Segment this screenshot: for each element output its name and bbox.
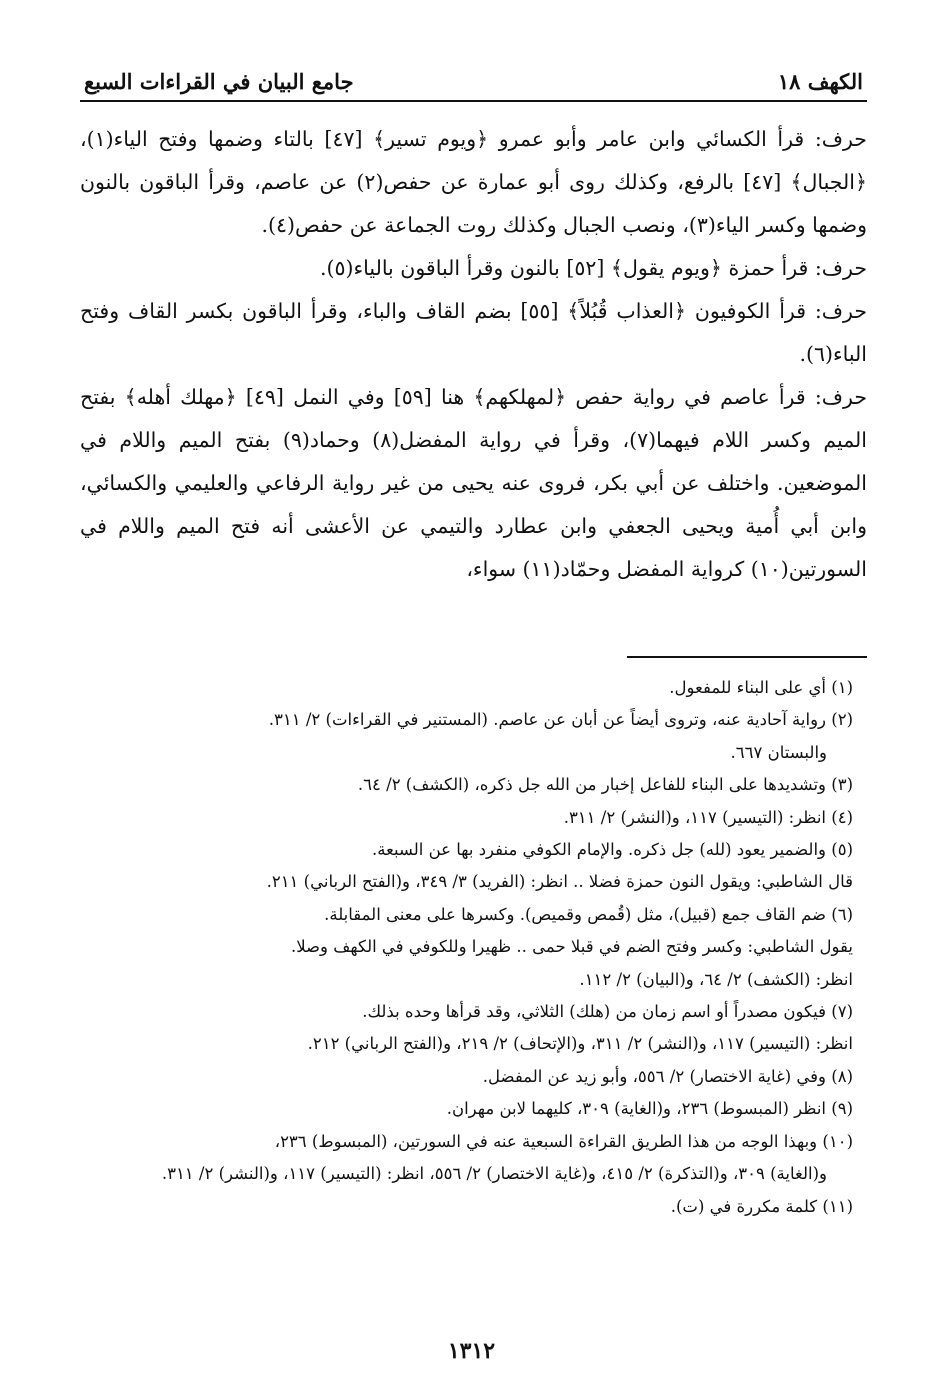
footnote-6-note: يقول الشاطبي: وكسر وفتح الضم في قبلا حمى .. ظهيرا وللكوفي في الكهف وصلا. — [290, 937, 853, 957]
footnote-2: (٢) رواية آحادية عنه، وتروى أيضاً عن أبان عن عاصم. (المستنير في القراءات) ٢/ ٣١١. — [268, 710, 853, 730]
footnote-6: (٦) ضم القاف جمع (قبيل)، مثل (قُمص وقميص). وكسرها على معنى المقابلة. — [324, 904, 853, 924]
paragraph-4: حرف: قرأ عاصم في رواية حفص ﴿لمهلكهم﴾ هنا [٥٩] وفي النمل [٤٩] ﴿مهلك أهله﴾ بفتح الميم وكسر اللام فيهما(٧)، وقرأ في رواية المفضل(٨) وحماد(٩) بفتح الميم واللام في الموضعين. واختلف عن أبي بكر، فروى عنه يحيى من غير رواية الرفاعي والعليمي والكسائي، وابن أبي أُمية ويحيى الجعفي وابن عطارد والتيمي عن الأعشى أنه فتح الميم واللام في السورتين(١٠) كرواية المفضل وحمّاد(١١) سواء، — [80, 385, 867, 581]
running-header — [80, 62, 867, 102]
footnote-1: (١) أي على البناء للمفعول. — [669, 678, 853, 697]
footnote-3: (٣) وتشديدها على البناء للفاعل إخبار من الله جل ذكره، (الكشف) ٢/ ٦٤. — [357, 775, 853, 795]
footnote-divider — [627, 656, 867, 658]
footnote-5: (٥) والضمير يعود (لله) جل ذكره. والإمام الكوفي منفرد بها عن السبعة. — [371, 840, 853, 860]
footnote-9: (٩) انظر (المبسوط) ٢٣٦، و(الغاية) ٣٠٩، كليهما لابن مهران. — [446, 1099, 853, 1119]
footnote-5-note: قال الشاطبي: ويقول النون حمزة فضلا .. انظر: (الفريد) ٣/ ٣٤٩، و(الفتح الرباني) ٢١١. — [266, 872, 853, 892]
page-number: ١٣١٢ — [447, 1338, 496, 1364]
paragraph-2: حرف: قرأ حمزة ﴿ويوم يقول﴾ [٥٢] بالنون وقرأ الباقون بالياء(٥). — [319, 256, 867, 280]
main-text — [80, 118, 867, 591]
footnote-4: (٤) انظر: (التيسير) ١١٧، و(النشر) ٢/ ٣١١. — [563, 807, 853, 827]
surah-heading: الكهف ١٨ — [777, 68, 863, 94]
footnote-11: (١١) كلمة مكررة في (ت). — [670, 1196, 853, 1216]
footnote-2-cont: والبستان ٦٦٧. — [730, 742, 827, 762]
footnote-7: (٧) فيكون مصدراً أو اسم زمان من (هلك) الثلاثي، وقد قرأها وحده بذلك. — [362, 1002, 853, 1022]
footnote-6-ref: انظر: (الكشف) ٢/ ٦٤، و(البيان) ٢/ ١١٢. — [579, 969, 853, 989]
paragraph-1: حرف: قرأ الكسائي وابن عامر وأبو عمرو ﴿ويوم تسير﴾ [٤٧] بالتاء وضمها وفتح الياء(١)، ﴿الجبال﴾ [٤٧] بالرفع، وكذلك روى أبو عمارة عن حفص(٢) عن عاصم، وقرأ الباقون بالنون وضمها وكسر الياء(٣)، ونصب الجبال وكذلك روت الجماعة عن حفص(٤). — [80, 127, 867, 237]
footnote-8: (٨) وفي (غاية الاختصار) ٢/ ٥٥٦، وأبو زيد عن المفضل. — [482, 1066, 853, 1086]
footnote-7-ref: انظر: (التيسير) ١١٧، و(النشر) ٢/ ٣١١، و(الإتحاف) ٢/ ٢١٩، و(الفتح الرباني) ٢١٢. — [307, 1034, 853, 1054]
footnote-10: (١٠) وبهذا الوجه من هذا الطريق القراءة السبعية عنه في السورتين، (المبسوط) ٢٣٦، — [274, 1131, 853, 1151]
footnotes — [80, 672, 853, 1223]
paragraph-3: حرف: قرأ الكوفيون ﴿العذاب قُبُلاً﴾ [٥٥] بضم القاف والباء، وقرأ الباقون بكسر القاف وفتح الباء(٦). — [80, 299, 868, 366]
footnote-10-cont: و(الغاية) ٣٠٩، و(التذكرة) ٢/ ٤١٥، و(غاية الاختصار) ٢/ ٥٥٦، انظر: (التيسير) ١١٧، و(النشر) ٢/ ٣١١. — [161, 1164, 827, 1184]
book-title: جامع البيان في القراءات السبع — [84, 68, 354, 94]
